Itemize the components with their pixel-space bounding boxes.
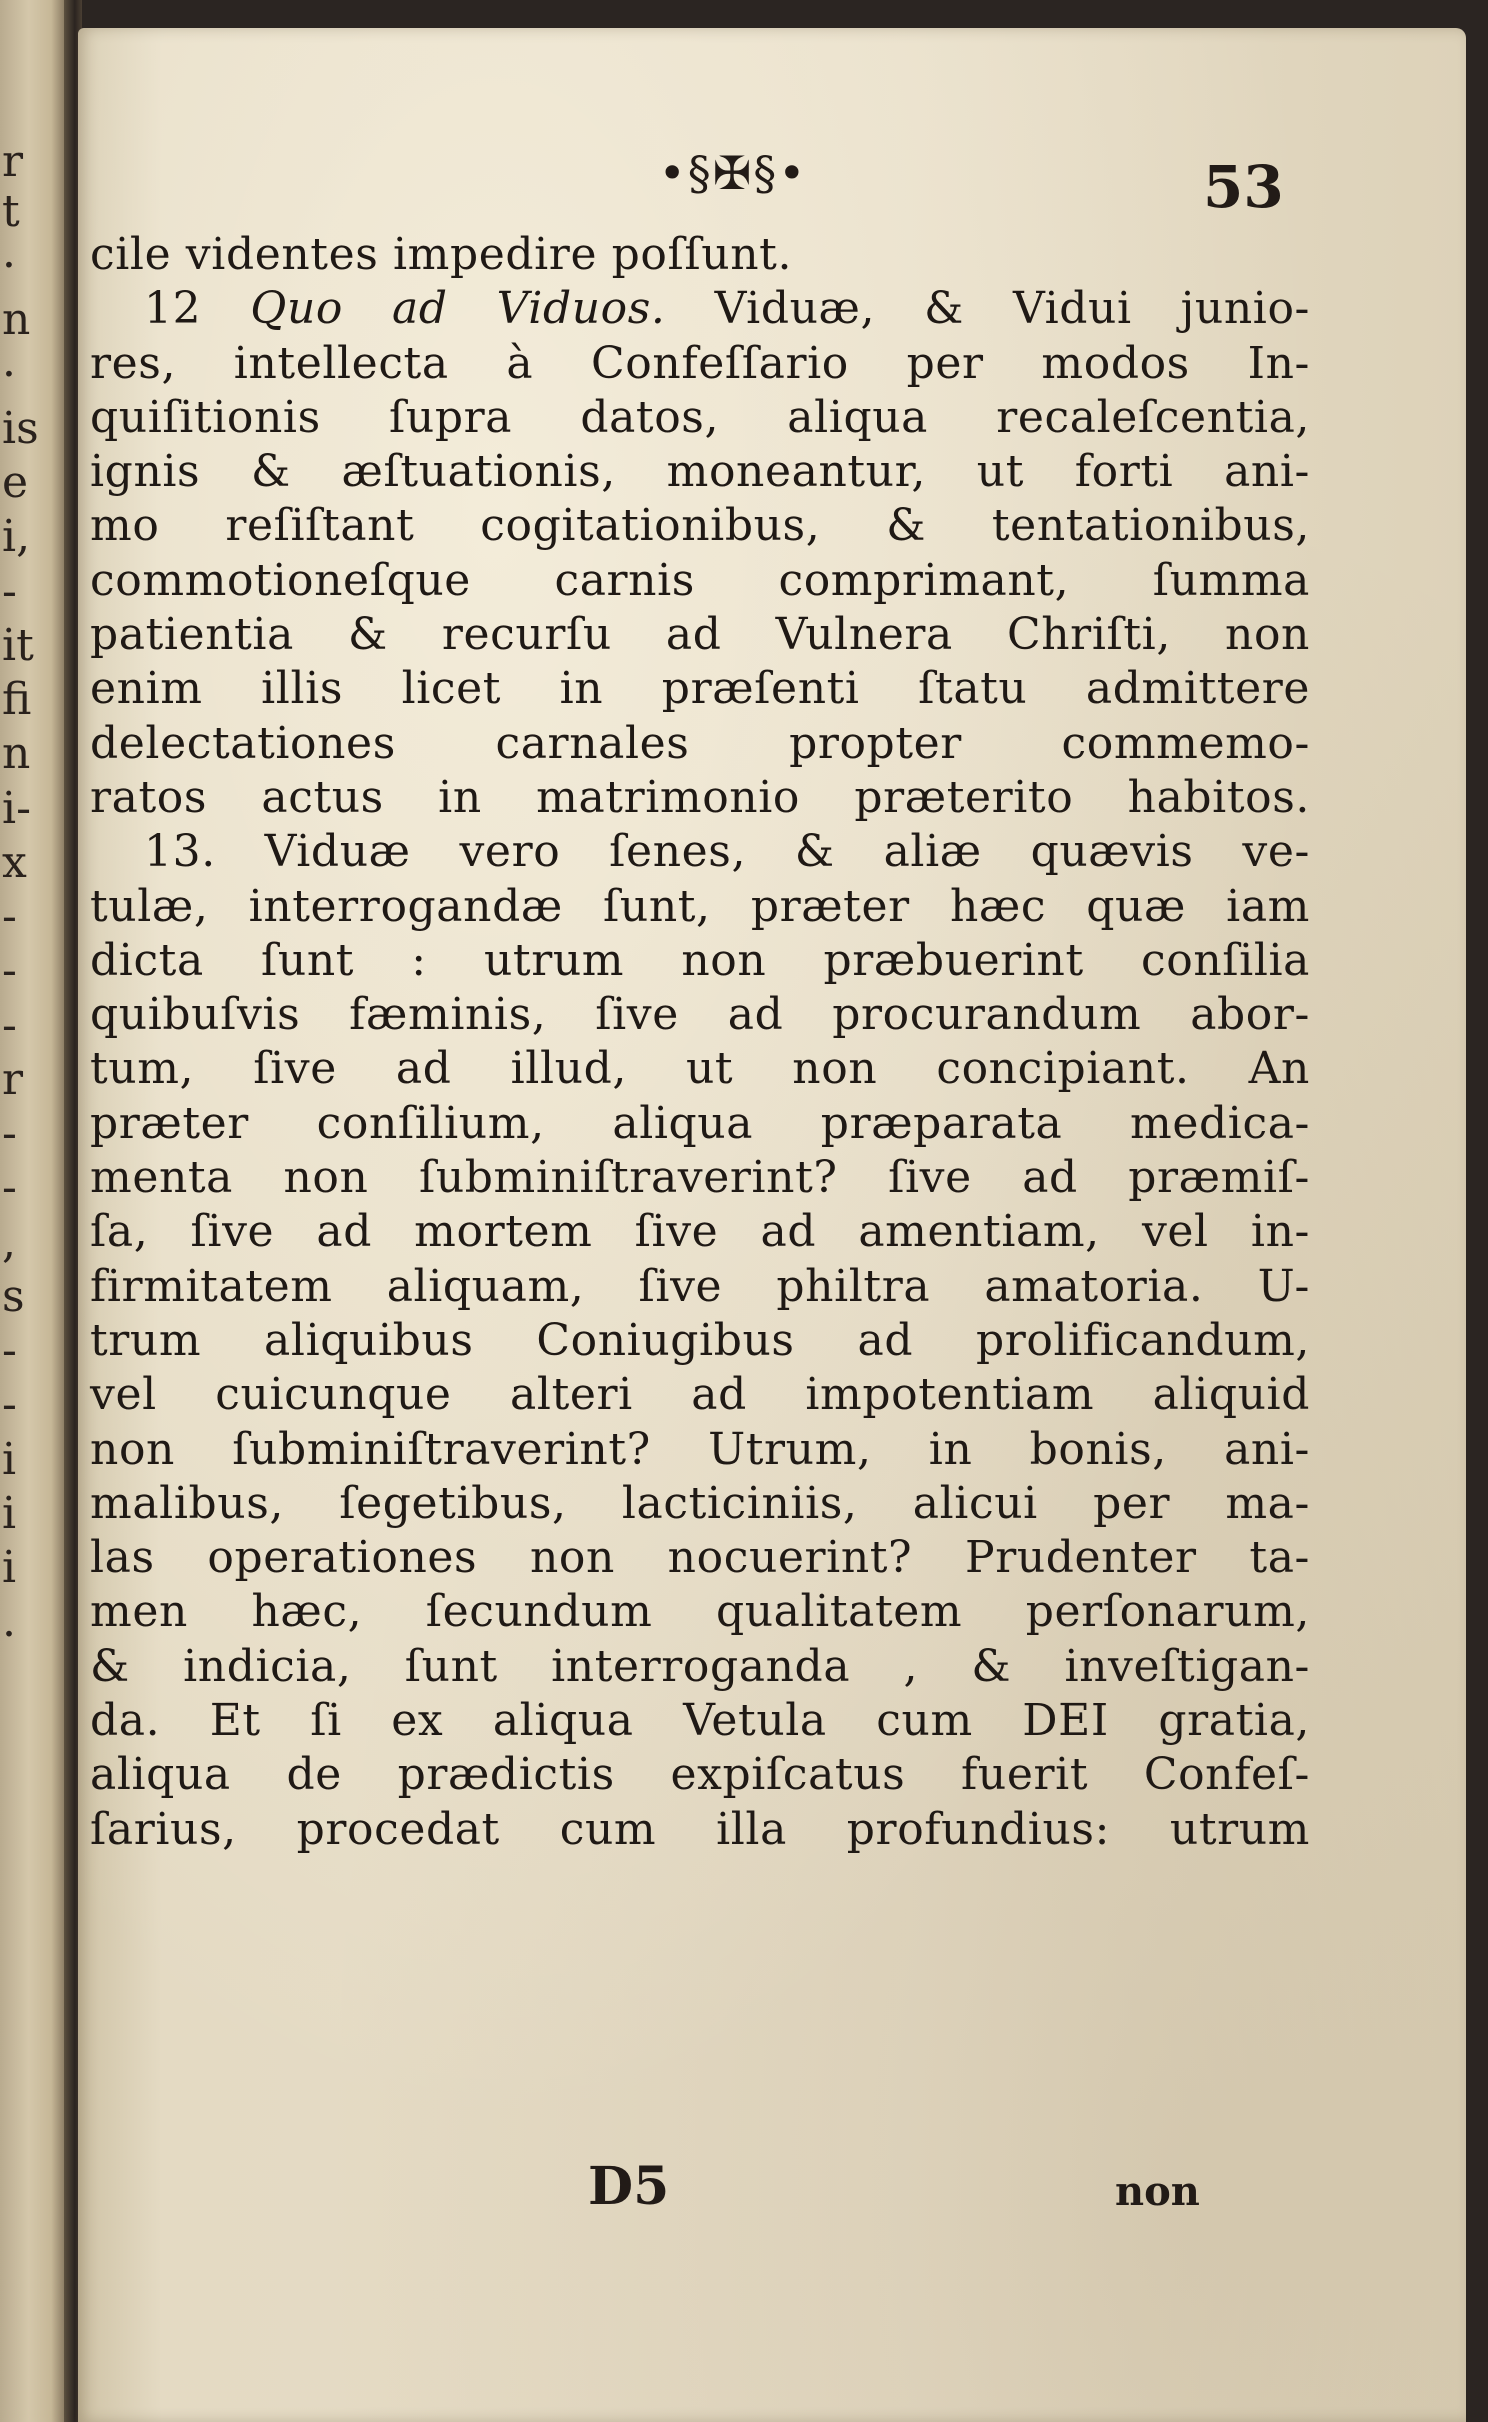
margin-fragment: s: [2, 1275, 25, 1319]
margin-fragment: i,: [2, 515, 31, 559]
text-line: tum, ſive ad illud, ut non concipiant. An: [90, 1043, 1310, 1095]
header-ornament: •§✠§•: [658, 146, 808, 200]
text-line: mo reſiſtant cogitationibus, & tentationibus,: [90, 500, 1310, 552]
text-line: dicta ſunt : utrum non præbuerint conſilia: [90, 934, 1310, 986]
text-line: firmitatem aliquam, ſive philtra amatoria. U-: [90, 1260, 1310, 1312]
text-line: ignis & æſtuationis, moneantur, ut forti ani-: [90, 446, 1310, 498]
book-page: [78, 28, 1466, 2422]
margin-fragment: i: [2, 1546, 17, 1590]
text-line: aliqua de prædictis expiſcatus fuerit Confeſ-: [90, 1749, 1310, 1801]
margin-fragment: r: [2, 1058, 24, 1102]
margin-fragment: -: [2, 895, 17, 939]
margin-fragment: ·: [2, 353, 16, 397]
margin-fragment: x: [2, 841, 27, 885]
catchword: non: [1115, 2168, 1200, 2215]
paragraph-13-start: 13. Viduæ vero ſenes, & aliæ quævis ve-: [144, 826, 1310, 878]
margin-fragment: ·: [2, 244, 16, 288]
text-fragment: Viduæ, & Vidui junio-: [714, 283, 1311, 335]
text-line: men hæc, ſecundum qualitatem perſonarum,: [90, 1586, 1310, 1638]
paragraph-12-start: [90, 282, 1310, 336]
margin-fragment: it: [2, 624, 34, 668]
text-line: vel cuicunque alteri ad impotentiam aliquid: [90, 1369, 1310, 1421]
text-line: tulæ, interrogandæ ſunt, præter hæc quæ iam: [90, 880, 1310, 932]
text-line: ſa, ſive ad mortem ſive ad amentiam, vel in-: [90, 1206, 1310, 1258]
margin-fragment: i: [2, 1492, 17, 1536]
text-line: menta non ſubminiſtraverint? ſive ad præmiſ-: [90, 1152, 1310, 1204]
margin-fragment: -: [2, 1383, 17, 1427]
facing-page-edge: [0, 0, 64, 2422]
text-line: commotioneſque carnis comprimant, ſumma: [90, 554, 1310, 606]
text-line: trum aliquibus Coniugibus ad prolificandum,: [90, 1314, 1310, 1366]
margin-fragment: r: [2, 140, 24, 184]
text-line: enim illis licet in præſenti ſtatu admittere: [90, 663, 1310, 715]
margin-fragment: n: [2, 732, 31, 776]
margin-fragment: -: [2, 1112, 17, 1156]
section-heading: Quo ad Viduos.: [250, 283, 666, 335]
text-line: quibuſvis fæminis, ſive ad procurandum abor-: [90, 989, 1310, 1041]
margin-fragment: .: [2, 1600, 16, 1644]
margin-fragment: n: [2, 298, 31, 342]
text-line: malibus, ſegetibus, lacticiniis, alicui per ma-: [90, 1477, 1310, 1529]
section-number: 12: [144, 283, 202, 335]
margin-fragment: e: [2, 461, 29, 505]
text-line: præter conſilium, aliqua præparata medica-: [90, 1097, 1310, 1149]
body-text: [90, 228, 1310, 1857]
text-line: & indicia, ſunt interroganda , & inveſtigan-: [90, 1640, 1310, 1692]
margin-fragment: -: [2, 1329, 17, 1373]
signature-mark: D5: [588, 2156, 670, 2217]
margin-fragment: -: [2, 1004, 17, 1048]
text-line: ſarius, procedat cum illa profundius: utrum: [90, 1803, 1310, 1855]
text-line: res, intellecta à Confeſſario per modos In-: [90, 337, 1310, 389]
margin-fragment: ,: [2, 1221, 16, 1265]
margin-fragment: i: [2, 1438, 17, 1482]
margin-fragment: i-: [2, 787, 31, 831]
text-line: da. Et ſi ex aliqua Vetula cum DEI gratia,: [90, 1695, 1310, 1747]
margin-fragment: -: [2, 1166, 17, 1210]
text-line: non ſubminiſtraverint? Utrum, in bonis, ani-: [90, 1423, 1310, 1475]
text-line: delectationes carnales propter commemo-: [90, 717, 1310, 769]
margin-fragment: -: [2, 949, 17, 993]
margin-fragment: is: [2, 407, 39, 451]
margin-fragment: t: [2, 190, 20, 234]
margin-fragment: -: [2, 570, 17, 614]
text-line: cile videntes impedire poſſunt.: [90, 229, 793, 280]
text-line: patientia & recurſu ad Vulnera Chriſti, non: [90, 609, 1310, 661]
margin-fragment: fi: [2, 678, 32, 722]
text-line: quiſitionis ſupra datos, aliqua recaleſcentia,: [90, 391, 1310, 443]
text-line: ratos actus in matrimonio præterito habitos.: [90, 771, 1310, 823]
page-number: 53: [1203, 153, 1284, 221]
text-line: las operationes non nocuerint? Prudenter ta-: [90, 1532, 1310, 1584]
